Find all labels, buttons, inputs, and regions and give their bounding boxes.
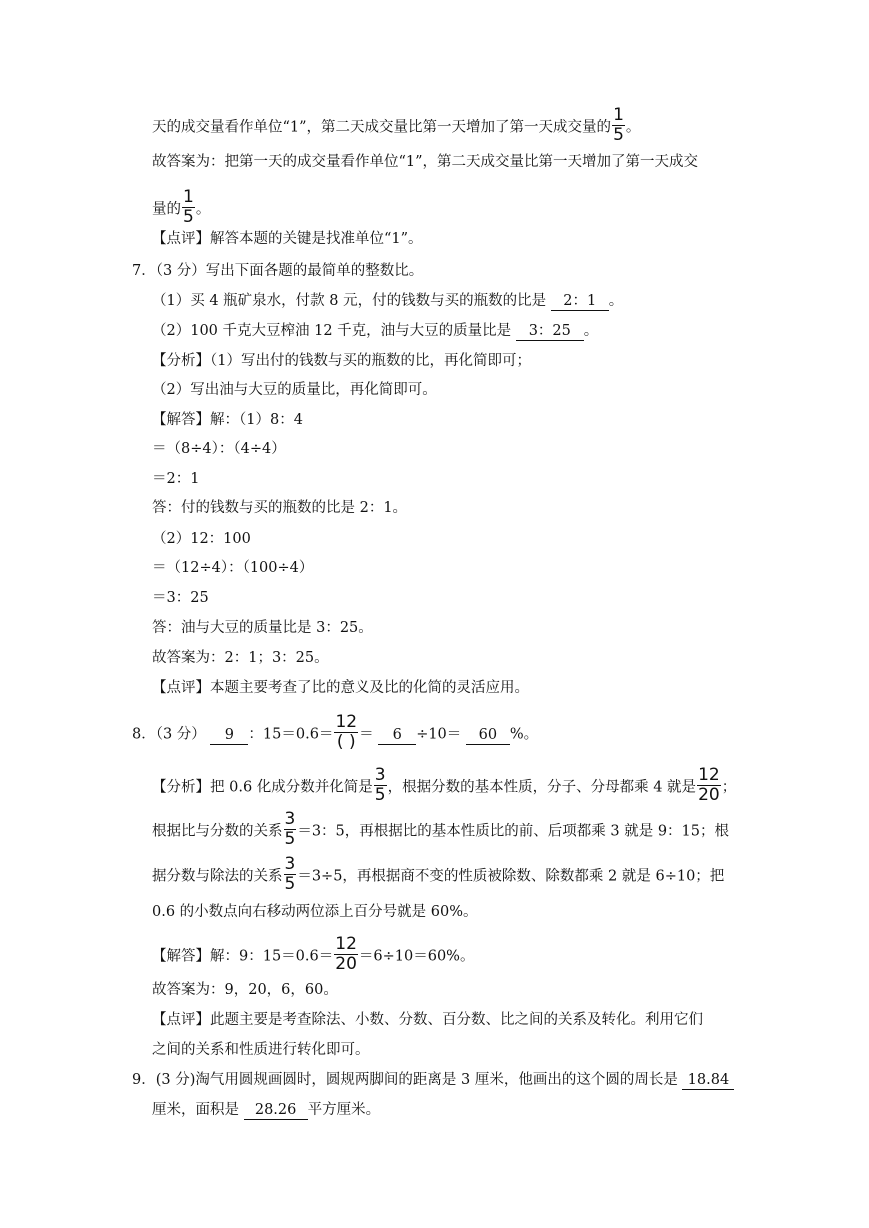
denominator: 5 xyxy=(613,125,624,145)
numerator: 1 xyxy=(183,187,194,207)
text: 平方厘米。 xyxy=(307,1102,381,1118)
numerator: 3 xyxy=(284,809,296,829)
intro-line-3 xyxy=(152,187,211,229)
q8-answer: 故答案为：9，20，6，60。 xyxy=(152,982,338,998)
text: %。 xyxy=(509,726,539,743)
intro-line-1 xyxy=(152,105,641,147)
answer-blank: 3：25 xyxy=(516,322,584,341)
q7-solution-line: ＝3：25 xyxy=(152,590,209,606)
denominator: 5 xyxy=(284,829,296,849)
q7-subquestion-2 xyxy=(152,321,598,341)
text: ：15＝0.6＝ xyxy=(248,726,334,743)
text: 量的 xyxy=(152,201,181,218)
numerator: 12 xyxy=(335,712,358,732)
intro-comment: 【点评】解答本题的关键是找准单位“1”。 xyxy=(152,231,423,247)
answer-blank: 28.26 xyxy=(244,1101,308,1120)
answer-blank: 2：1 xyxy=(551,292,609,311)
q7-heading: 7．（3 分）写出下面各题的最简单的整数比。 xyxy=(132,263,424,279)
fraction xyxy=(334,713,358,752)
fraction xyxy=(284,855,297,894)
q7-analysis-1: 【分析】（1）写出付的钱数与买的瓶数的比，再化简即可； xyxy=(152,353,531,369)
denominator: 5 xyxy=(374,785,386,805)
q7-solution-line: 答：油与大豆的质量比是 3：25。 xyxy=(152,620,373,636)
q7-solution-line: ＝（8÷4）：（4÷4） xyxy=(152,441,286,457)
numerator: 12 xyxy=(698,765,720,785)
numerator: 3 xyxy=(374,765,386,785)
numerator: 1 xyxy=(613,105,624,125)
q8-analysis-2 xyxy=(152,809,730,851)
intro-line-2: 故答案为：把第一天的成交量看作单位“1”，第二天成交量比第一天增加了第一天成交 xyxy=(152,154,699,170)
text: 9．(3 分)淘气用圆规画圆时，圆规两脚间的距离是 3 厘米，他画出的这个圆的周长是 xyxy=(132,1072,678,1088)
q7-analysis-2: （2）写出油与大豆的质量比，再化简即可。 xyxy=(152,382,437,398)
text: 。 xyxy=(625,119,641,136)
fraction xyxy=(284,810,297,849)
q8-heading xyxy=(132,712,539,754)
answer-blank: 60 xyxy=(466,726,510,745)
q7-comment: 【点评】本题主要考查了比的意义及比的化简的灵活应用。 xyxy=(152,680,529,696)
q7-solution-line: 【解答】解：（1）8：4 xyxy=(152,412,303,428)
denominator: 5 xyxy=(183,207,194,227)
q8-comment-1: 【点评】此题主要是考查除法、小数、分数、百分数、比之间的关系及转化。利用它们 xyxy=(152,1012,703,1028)
text: ＝ xyxy=(359,726,374,743)
text: 。 xyxy=(608,293,624,309)
denominator: 5 xyxy=(284,874,296,894)
fraction xyxy=(697,766,721,805)
q8-solution xyxy=(152,934,475,976)
text: 。 xyxy=(583,323,599,339)
q9-line-1 xyxy=(132,1070,734,1090)
text: ，根据分数的基本性质，分子、分母都乘 4 就是 xyxy=(387,779,697,796)
q7-solution-line: （2）12：100 xyxy=(152,531,251,547)
text: （1）买 4 瓶矿泉水，付款 8 元，付的钱数与买的瓶数的比是 xyxy=(152,293,547,309)
text: ÷10＝ xyxy=(416,726,462,743)
fraction xyxy=(334,935,358,974)
denominator: 20 xyxy=(335,954,357,974)
fraction xyxy=(182,188,195,227)
text: ＝3÷5，再根据商不变的性质被除数、除数都乘 2 就是 6÷10；把 xyxy=(297,868,725,885)
text: 。 xyxy=(195,201,211,218)
text: 【解答】解：9：15＝0.6＝ xyxy=(152,948,334,965)
denominator: 20 xyxy=(698,785,720,805)
q7-subquestion-1 xyxy=(152,291,623,311)
q8-comment-2: 之间的关系和性质进行转化即可。 xyxy=(152,1042,370,1058)
fraction xyxy=(612,106,625,145)
text: ＝3：5，再根据比的基本性质比的前、后项都乘 3 就是 9：15；根 xyxy=(297,823,730,840)
q8-analysis-1 xyxy=(152,765,737,807)
text: 厘米，面积是 xyxy=(152,1102,239,1118)
q9-line-2 xyxy=(152,1100,380,1120)
text: 据分数与除法的关系 xyxy=(152,868,283,885)
text: ＝6÷10＝60%。 xyxy=(358,948,475,965)
denominator: ( ) xyxy=(336,732,356,752)
answer-blank: 6 xyxy=(378,726,416,745)
q7-solution-line: ＝（12÷4）：（100÷4） xyxy=(152,560,314,576)
text: 天的成交量看作单位“1”，第二天成交量比第一天增加了第一天成交量的 xyxy=(152,119,612,136)
text: ； xyxy=(721,779,737,796)
fraction xyxy=(374,766,387,805)
text: 8．（3 分） xyxy=(132,726,206,743)
text: 根据比与分数的关系 xyxy=(152,823,283,840)
q8-analysis-3 xyxy=(152,854,725,896)
numerator: 3 xyxy=(284,854,296,874)
q7-solution-line: 答：付的钱数与买的瓶数的比是 2：1。 xyxy=(152,500,408,516)
text: 【分析】把 0.6 化成分数并化简是 xyxy=(152,779,373,796)
text: （2）100 千克大豆榨油 12 千克，油与大豆的质量比是 xyxy=(152,323,512,339)
q7-solution-line: ＝2：1 xyxy=(152,471,200,487)
answer-blank: 18.84 xyxy=(682,1071,734,1090)
numerator: 12 xyxy=(335,934,357,954)
q7-answer: 故答案为：2：1；3：25。 xyxy=(152,650,329,666)
q8-analysis-4: 0.6 的小数点向右移动两位添上百分号就是 60%。 xyxy=(152,904,478,920)
answer-blank: 9 xyxy=(210,726,248,745)
